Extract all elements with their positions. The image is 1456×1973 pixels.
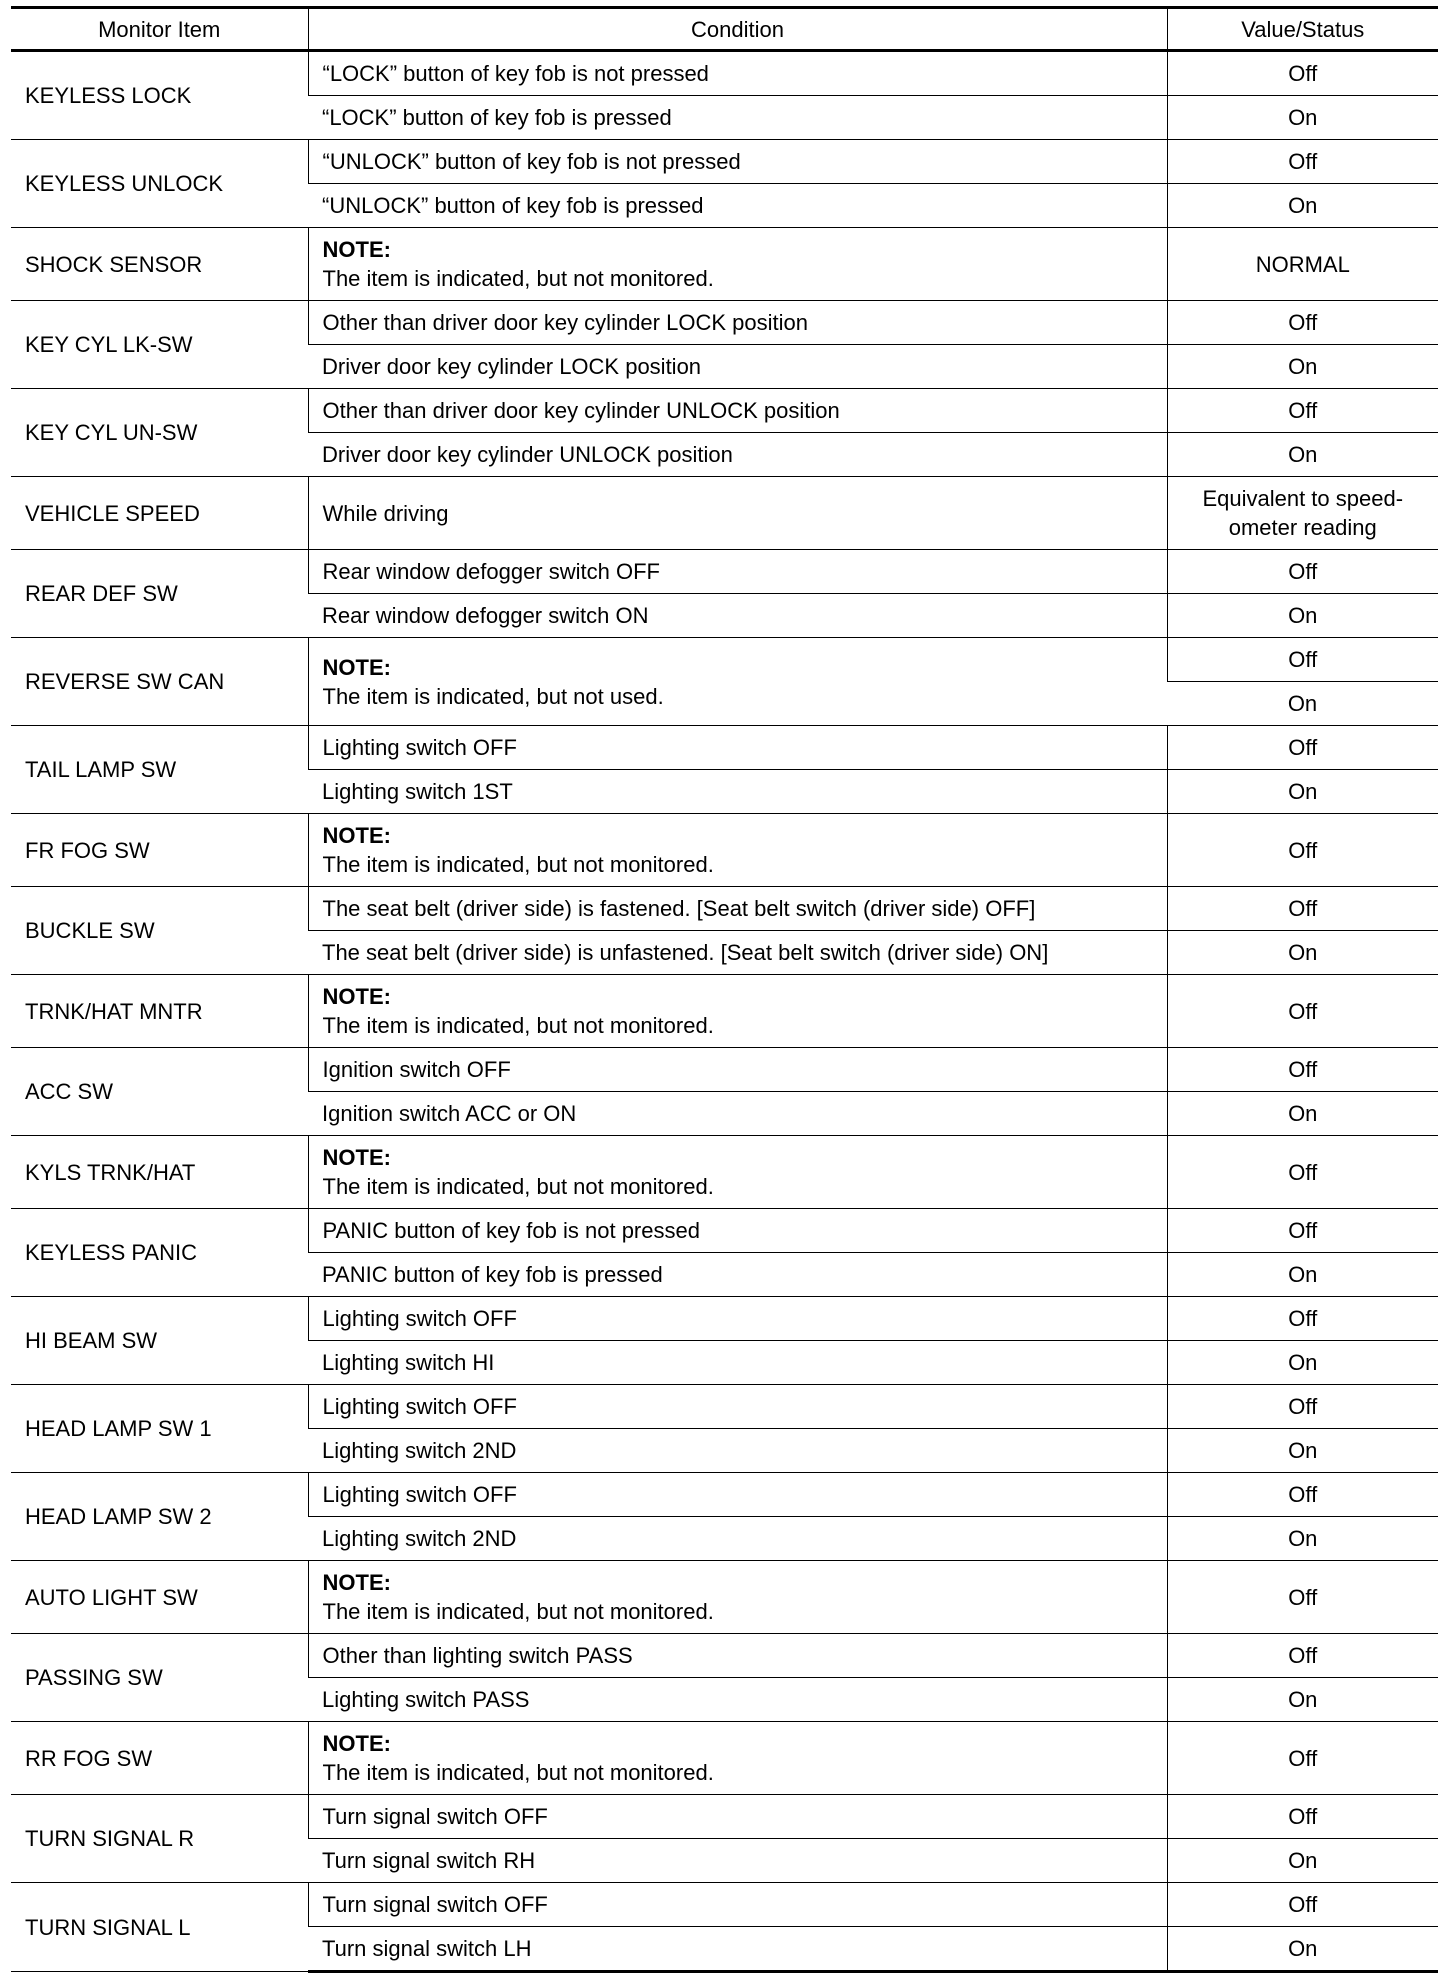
monitor-item-cell: BUCKLE SW [11,887,308,975]
condition-cell: Other than driver door key cylinder UNLOCK position [308,389,1167,433]
condition-cell: “UNLOCK” button of key fob is not pressed [308,140,1167,184]
value-cell: Off [1167,887,1438,931]
value-cell: Off [1167,726,1438,770]
monitor-item-cell: KEYLESS PANIC [11,1209,308,1297]
table-row [11,389,1438,433]
table-row [11,1634,1438,1678]
monitor-item-cell: TURN SIGNAL R [11,1795,308,1883]
condition-cell: Other than lighting switch PASS [308,1634,1167,1678]
value-cell: On [1167,1678,1438,1722]
monitor-item-cell: KEYLESS LOCK [11,51,308,140]
table-row [11,550,1438,594]
table-row [11,1473,1438,1517]
note-label: NOTE: [322,1731,391,1756]
value-cell: On [1167,1927,1438,1972]
value-cell: On [1167,1429,1438,1473]
value-cell: Off [1167,1048,1438,1092]
condition-cell: Rear window defogger switch OFF [308,550,1167,594]
table-row [11,887,1438,931]
value-cell: Off [1167,1795,1438,1839]
condition-cell: Other than driver door key cylinder LOCK position [308,301,1167,345]
value-cell: Equivalent to speed-ometer reading [1167,477,1438,550]
value-cell: Off [1167,51,1438,96]
note-cell [308,1136,1167,1209]
monitor-item-cell: KEYLESS UNLOCK [11,140,308,228]
table-row [11,1297,1438,1341]
monitor-item-cell: PASSING SW [11,1634,308,1722]
table-row [11,1561,1438,1634]
monitor-item-cell: TRNK/HAT MNTR [11,975,308,1048]
condition-cell: Turn signal switch RH [308,1839,1167,1883]
note-cell [308,975,1167,1048]
value-cell: On [1167,770,1438,814]
monitor-item-cell: FR FOG SW [11,814,308,887]
condition-cell: Lighting switch OFF [308,1473,1167,1517]
value-cell: Off [1167,1883,1438,1927]
note-text: The item is indicated, but not monitored. [322,1599,714,1624]
condition-cell: The seat belt (driver side) is fastened. [Seat belt switch (driver side) OFF] [308,887,1167,931]
value-cell: Off [1167,550,1438,594]
header-monitor-item: Monitor Item [11,8,308,51]
condition-cell: Turn signal switch OFF [308,1883,1167,1927]
header-condition: Condition [308,8,1167,51]
monitor-item-cell: KEY CYL LK-SW [11,301,308,389]
value-cell: Off [1167,1136,1438,1209]
table-row [11,1048,1438,1092]
monitor-item-cell: RR FOG SW [11,1722,308,1795]
note-label: NOTE: [322,823,391,848]
monitor-item-cell: KYLS TRNK/HAT [11,1136,308,1209]
note-cell [308,638,1167,726]
value-cell: Off [1167,1561,1438,1634]
condition-cell: Lighting switch PASS [308,1678,1167,1722]
table-row [11,228,1438,301]
condition-cell: The seat belt (driver side) is unfastened. [Seat belt switch (driver side) ON] [308,931,1167,975]
value-cell: Off [1167,638,1438,682]
value-cell: Off [1167,814,1438,887]
value-cell: On [1167,594,1438,638]
table-row [11,975,1438,1048]
condition-cell: Lighting switch OFF [308,1297,1167,1341]
header-row [11,8,1438,51]
value-cell: NORMAL [1167,228,1438,301]
note-label: NOTE: [322,237,391,262]
value-cell: On [1167,1517,1438,1561]
monitor-item-cell: AUTO LIGHT SW [11,1561,308,1634]
table-row [11,814,1438,887]
condition-cell: Driver door key cylinder UNLOCK position [308,433,1167,477]
condition-cell: Rear window defogger switch ON [308,594,1167,638]
monitor-item-cell: VEHICLE SPEED [11,477,308,550]
value-cell: On [1167,433,1438,477]
monitor-item-cell: HEAD LAMP SW 1 [11,1385,308,1473]
condition-cell: PANIC button of key fob is pressed [308,1253,1167,1297]
table-row [11,638,1438,682]
note-cell [308,814,1167,887]
monitor-item-cell: REVERSE SW CAN [11,638,308,726]
value-cell: Off [1167,389,1438,433]
note-text: The item is indicated, but not monitored. [322,1760,714,1785]
condition-cell: Ignition switch ACC or ON [308,1092,1167,1136]
note-label: NOTE: [322,654,391,680]
table-row [11,1883,1438,1927]
value-cell: Off [1167,1473,1438,1517]
value-cell: Off [1167,1722,1438,1795]
note-cell [308,1722,1167,1795]
condition-cell: PANIC button of key fob is not pressed [308,1209,1167,1253]
note-label: NOTE: [322,1570,391,1595]
value-cell: On [1167,1092,1438,1136]
value-cell: On [1167,931,1438,975]
table-body [11,51,1438,1972]
value-cell: On [1167,1253,1438,1297]
condition-cell: “UNLOCK” button of key fob is pressed [308,184,1167,228]
table-row [11,51,1438,96]
table-row [11,477,1438,550]
condition-cell: Lighting switch 2ND [308,1429,1167,1473]
note-text: The item is indicated, but not monitored. [322,266,714,291]
note-text: The item is indicated, but not monitored. [322,852,714,877]
table-row [11,1722,1438,1795]
condition-cell: “LOCK” button of key fob is not pressed [308,51,1167,96]
note-cell [308,228,1167,301]
note-text: The item is indicated, but not monitored. [322,1013,714,1038]
value-cell: On [1167,1839,1438,1883]
value-cell: On [1167,1341,1438,1385]
note-label: NOTE: [322,1145,391,1170]
value-cell: Off [1167,1385,1438,1429]
note-cell [308,1561,1167,1634]
condition-cell: Driver door key cylinder LOCK position [308,345,1167,389]
note-text: The item is indicated, but not monitored. [322,1174,714,1199]
value-cell: Off [1167,1634,1438,1678]
condition-cell: While driving [308,477,1167,550]
condition-cell: Lighting switch 2ND [308,1517,1167,1561]
condition-cell: Lighting switch 1ST [308,770,1167,814]
condition-cell: Ignition switch OFF [308,1048,1167,1092]
table-row [11,1385,1438,1429]
table-row [11,301,1438,345]
condition-cell: “LOCK” button of key fob is pressed [308,96,1167,140]
monitor-item-cell: ACC SW [11,1048,308,1136]
header-value-status: Value/Status [1167,8,1438,51]
monitor-item-cell: KEY CYL UN-SW [11,389,308,477]
value-cell: On [1167,184,1438,228]
table-row [11,140,1438,184]
monitor-item-cell: TURN SIGNAL L [11,1883,308,1972]
condition-cell: Lighting switch OFF [308,726,1167,770]
value-cell: Off [1167,1297,1438,1341]
condition-cell: Turn signal switch OFF [308,1795,1167,1839]
value-cell: On [1167,345,1438,389]
note-text: The item is indicated, but not used. [322,683,664,709]
monitor-item-cell: REAR DEF SW [11,550,308,638]
table-row [11,1136,1438,1209]
note-label: NOTE: [322,984,391,1009]
monitor-table [11,6,1438,1973]
value-cell: Off [1167,301,1438,345]
value-cell: Off [1167,1209,1438,1253]
value-cell: Off [1167,975,1438,1048]
monitor-item-cell: SHOCK SENSOR [11,228,308,301]
value-cell: Off [1167,140,1438,184]
table-row [11,726,1438,770]
monitor-item-cell: HEAD LAMP SW 2 [11,1473,308,1561]
monitor-item-cell: TAIL LAMP SW [11,726,308,814]
table-row [11,1795,1438,1839]
value-cell: On [1167,682,1438,726]
value-cell: On [1167,96,1438,140]
condition-cell: Lighting switch OFF [308,1385,1167,1429]
table-row [11,1209,1438,1253]
monitor-item-cell: HI BEAM SW [11,1297,308,1385]
condition-cell: Turn signal switch LH [308,1927,1167,1972]
condition-cell: Lighting switch HI [308,1341,1167,1385]
